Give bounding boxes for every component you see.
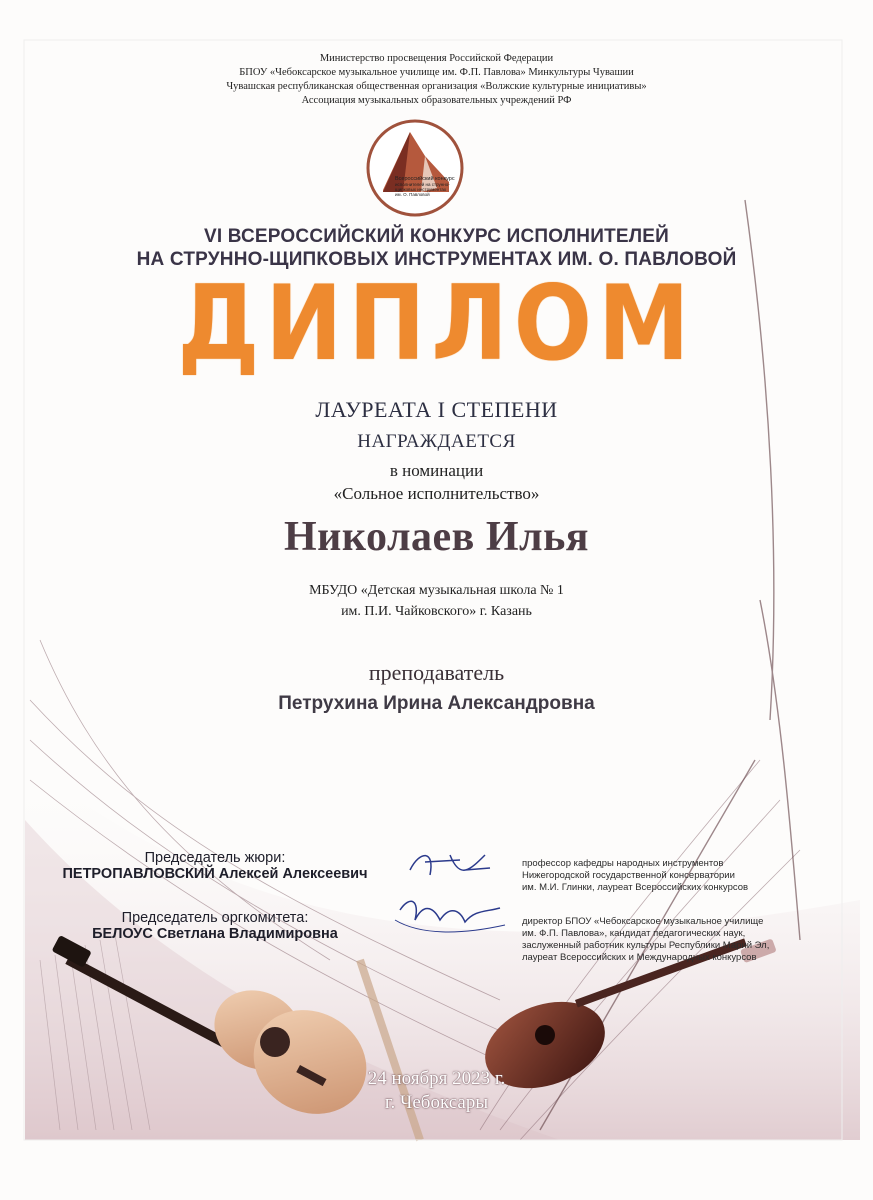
nomination-label: в номинации <box>389 461 484 480</box>
header-line: Министерство просвещения Российской Федерации <box>319 53 554 64</box>
logo-text: им. О. Павловой <box>395 192 430 197</box>
header-line: Ассоциация музыкальных образовательных учреждений РФ <box>301 95 572 106</box>
school-line: им. П.И. Чайковского» г. Казань <box>341 604 532 619</box>
info-line: лауреат Всероссийских и Международных конкурсов <box>522 952 757 963</box>
org-chair-name: БЕЛОУС Светлана Владимировна <box>92 926 338 942</box>
award-city: г. Чебоксары <box>384 1092 489 1113</box>
info-line: заслуженный работник культуры Республики Марий Эл, <box>522 940 770 951</box>
jury-chair-info <box>522 858 748 894</box>
logo-text: исполнителей на струнно- <box>395 182 450 187</box>
info-line: им. Ф.П. Павлова», кандидат педагогических наук, <box>522 928 746 939</box>
teacher-label: преподаватель <box>368 660 505 685</box>
info-line: им. М.И. Глинки, лауреат Всероссийских конкурсов <box>522 882 749 893</box>
contest-title-line1: VI ВСЕРОССИЙСКИЙ КОНКУРС ИСПОЛНИТЕЛЕЙ <box>203 226 670 247</box>
award-date: 24 ноября 2023 г. <box>367 1068 506 1089</box>
laureate-degree: ЛАУРЕАТА I СТЕПЕНИ <box>315 397 558 422</box>
info-line: директор БПОУ «Чебоксарское музыкальное училище <box>522 916 764 927</box>
info-line: Нижегородской государственной консерватории <box>522 870 735 881</box>
recipient-name: Николаев Илья <box>283 514 589 560</box>
awarded-label: НАГРАЖДАЕТСЯ <box>357 431 516 452</box>
contest-logo <box>365 118 465 218</box>
contest-logo-icon <box>365 118 465 218</box>
jury-chair-block <box>40 850 390 882</box>
logo-text: щипковых инструментах <box>395 187 447 192</box>
org-chair-block <box>40 910 390 942</box>
jury-chair-role: Председатель жюри: <box>144 850 286 866</box>
header-line: Чувашская республиканская общественная организация «Волжские культурные инициативы» <box>226 81 647 92</box>
teacher-name: Петрухина Ирина Александровна <box>278 693 595 714</box>
school-line: МБУДО «Детская музыкальная школа № 1 <box>309 583 564 598</box>
nomination-category: «Сольное исполнительство» <box>333 484 540 503</box>
header-line: БПОУ «Чебоксарское музыкальное училище им. Ф.П. Павлова» Минкультуры Чувашии <box>239 67 634 78</box>
info-line: профессор кафедры народных инструментов <box>522 858 724 869</box>
logo-text: Всероссийский конкурс <box>395 176 455 182</box>
jury-chair-name: ПЕТРОПАВЛОВСКИЙ Алексей Алексеевич <box>62 866 368 882</box>
contest-title-line2: НА СТРУННО-ЩИПКОВЫХ ИНСТРУМЕНТАХ ИМ. О. ПАВЛОВОЙ <box>136 249 737 270</box>
handwritten-signatures <box>390 840 510 950</box>
org-chair-role: Председатель оргкомитета: <box>121 910 309 926</box>
diploma-heading: ДИПЛОМ <box>177 263 696 384</box>
org-chair-info <box>522 916 769 964</box>
